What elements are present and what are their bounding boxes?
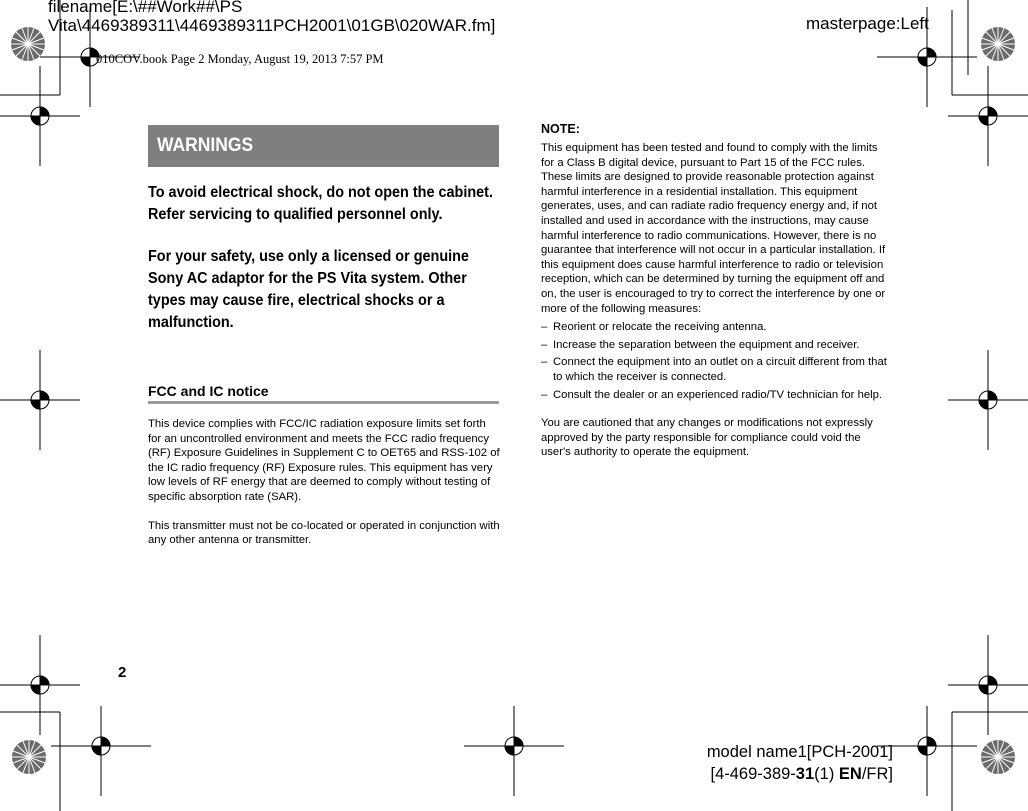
fcc-paragraph-2: This transmitter must not be co-located or operated in conjunction with any other antenna or transmitter. bbox=[148, 519, 500, 547]
filename-line-1: filename[E:\##Work##\PS bbox=[48, 0, 243, 16]
fcc-body bbox=[148, 417, 500, 562]
page-number: 2 bbox=[118, 664, 127, 681]
masterpage-label: masterpage:Left bbox=[806, 14, 929, 33]
model-line: model name1[PCH-2001] bbox=[706, 743, 893, 761]
code-line bbox=[707, 763, 893, 785]
model-footer bbox=[707, 741, 893, 785]
filename-header bbox=[48, 0, 495, 35]
code-mid: (1) bbox=[814, 765, 839, 783]
code-bold: 31 bbox=[795, 765, 815, 783]
code-suffix: /FR] bbox=[861, 765, 893, 783]
warning-paragraph-1: To avoid electrical shock, do not open the cabinet. Refer servicing to qualified personnel only. bbox=[148, 184, 493, 223]
filename-line-2: Vita\4469389311\4469389311PCH2001\01GB\020WAR.fm] bbox=[48, 16, 496, 35]
list-item: – Increase the separation between the equipment and receiver. bbox=[541, 338, 893, 353]
list-item: – Consult the dealer or an experienced radio/TV technician for help. bbox=[541, 388, 893, 403]
code-prefix: [4-469-389- bbox=[710, 765, 796, 783]
fcc-heading: FCC and IC notice bbox=[148, 383, 499, 404]
note-paragraph-1: This equipment has been tested and found to comply with the limits for a Class B digital device, pursuant to Part 15 of the FCC rules. These limits are designed to provide reasonable protection against harmful interference in a residential installation. This equipment generates, uses, and can radiate radio frequency energy and, if not installed and used in accordance with the instructions, may cause harmful interference to radio communications. However, there is no guarantee that interference will not occur in a particular installation. If this equipment does cause harmful interference to radio or television reception, which can be determined by turning the equipment off and on, the user is encouraged to try to correct the interference by one or more of the following measures: bbox=[541, 142, 886, 315]
fcc-paragraph-1: This device complies with FCC/IC radiation exposure limits set forth for an uncontrolled environment and meets the FCC radio frequency (RF) Exposure Guidelines in Supplement C to OET65 and RSS-102 of the IC radio frequency (RF) Exposure rules. This equipment has very low levels of RF energy that are deemed to comply without testing of specific absorption rate (SAR). bbox=[148, 418, 500, 503]
note-heading: NOTE: bbox=[541, 122, 580, 136]
note-paragraph-2: You are cautioned that any changes or modifications not expressly approved by the party responsible for compliance could void the user's authority to operate the equipment. bbox=[541, 417, 873, 459]
warnings-title-bar bbox=[148, 125, 499, 167]
book-info-line: 010COV.book Page 2 Monday, August 19, 2013 7:57 PM bbox=[96, 52, 384, 66]
note-body bbox=[541, 141, 893, 464]
warnings-body bbox=[148, 182, 498, 354]
code-lang-bold: EN bbox=[838, 765, 862, 783]
warning-paragraph-2: For your safety, use only a licensed or genuine Sony AC adaptor for the PS Vita system. Other types may cause fire, electrical shocks or a malfunction. bbox=[148, 248, 469, 331]
warnings-title: WARNINGS bbox=[157, 135, 254, 156]
measures-list bbox=[541, 320, 893, 402]
list-item: – Connect the equipment into an outlet on a circuit different from that to which the receiver is connected. bbox=[541, 355, 893, 384]
list-item: – Reorient or relocate the receiving antenna. bbox=[541, 320, 893, 335]
